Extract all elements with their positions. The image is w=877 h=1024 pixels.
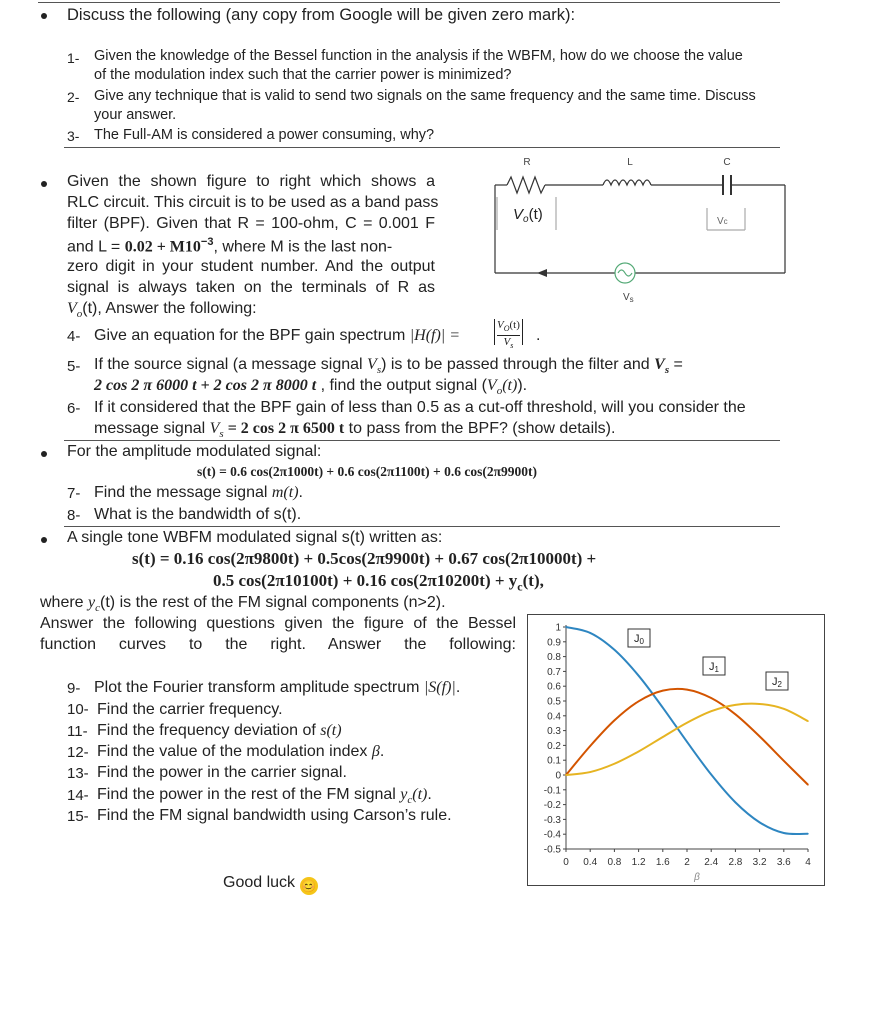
para-line2: RLC circuit. This circuit is to be used as a band pass [67, 194, 439, 211]
data-point-j0 [759, 822, 761, 824]
where-line: where $y_c(t)$ is the rest of the FM signal components (n>2). [40, 594, 446, 615]
q1-num: 1- [67, 50, 80, 66]
q7-num: 7- [67, 485, 81, 502]
q8-num: 8- [67, 507, 81, 524]
q11-text: Find the frequency deviation of s(t) [97, 722, 342, 739]
data-point-j1 [710, 697, 712, 699]
bullet [41, 13, 47, 19]
x-tick-label: 3.2 [752, 857, 767, 868]
data-point-j0 [589, 632, 591, 634]
bullet [41, 537, 47, 543]
x-axis-label: β [694, 872, 700, 883]
q4-fraction: $V_O(t)$ $V_s$ [494, 319, 523, 345]
data-point-j0 [686, 741, 688, 743]
q3-num: 3- [67, 128, 80, 144]
q4-period: . [536, 327, 541, 344]
y-tick-label: 0.6 [547, 681, 561, 693]
data-point-j2 [783, 708, 785, 710]
bessel-chart-frame [527, 614, 825, 886]
data-point-j1 [735, 714, 737, 716]
q7-text: Find the message signal m(t). [94, 484, 303, 501]
data-point-j0 [735, 802, 737, 804]
y-tick-label: 0.2 [547, 740, 561, 752]
y-tick-label: 1 [555, 622, 561, 634]
bessel-chart [528, 615, 824, 885]
q10-num: 10- [67, 701, 89, 718]
data-point-j1 [638, 700, 640, 702]
vs-label: $V_s$ [623, 292, 634, 304]
good-luck: Good luck 😊 [223, 874, 316, 893]
data-point-j0 [783, 832, 785, 834]
top-rule [38, 2, 780, 3]
section2-rule [64, 440, 780, 441]
x-tick-label: 4 [805, 857, 811, 868]
y-tick-label: 0.3 [547, 726, 561, 738]
q2-line1: Give any technique that is valid to send two signals on the same frequency and the same time. Discuss [94, 88, 756, 104]
data-point-j2 [759, 703, 761, 705]
l-label: L [627, 157, 633, 168]
x-tick-label: 2 [684, 857, 690, 868]
resistor-symbol [507, 177, 545, 193]
q14-text: Find the power in the rest of the FM signal $y_c(t)$. [97, 786, 432, 807]
data-point-j0 [565, 626, 567, 628]
r-label: R [523, 157, 531, 168]
y-tick-label: 0.4 [547, 711, 561, 723]
q9-text: Plot the Fourier transform amplitude spectrum |S(f)|. [94, 679, 461, 696]
section3-rule [64, 526, 780, 527]
y-tick-label: -0.4 [543, 829, 561, 841]
y-tick-label: -0.2 [543, 800, 561, 812]
data-point-j0 [662, 707, 664, 709]
vc-label: Vc [717, 216, 728, 227]
y-tick-label: 0 [555, 770, 561, 782]
data-point-j2 [638, 751, 640, 753]
para-line4: and $L = 0.02 + M10^{-3}$, where M is the last non- [67, 236, 393, 256]
q4-num: 4- [67, 328, 81, 345]
y-tick-label: -0.5 [543, 844, 561, 856]
data-point-j0 [638, 675, 640, 677]
data-point-j1 [807, 784, 809, 786]
q13-num: 13- [67, 765, 89, 782]
q5-num: 5- [67, 358, 81, 375]
rlc-circuit-diagram [455, 150, 800, 320]
q15-num: 15- [67, 808, 89, 825]
data-point-j2 [565, 774, 567, 776]
inductor-symbol [603, 180, 651, 185]
q13-text: Find the power in the carrier signal. [97, 764, 347, 781]
para-line5: zero digit in your student number. And the output [67, 258, 435, 275]
section1-intro: Discuss the following (any copy from Google will be given zero mark): [67, 6, 576, 24]
data-point-j0 [614, 649, 616, 651]
section4-intro: A single tone WBFM modulated signal s(t) written as: [67, 529, 443, 546]
y-tick-label: 0.9 [547, 637, 561, 649]
y-tick-label: -0.1 [543, 785, 561, 797]
q4-text: Give an equation for the BPF gain spectrum |H(f)| = [94, 327, 460, 344]
data-point-j0 [807, 833, 809, 835]
q5-line2: 2 cos 2 π 6000 t + 2 cos 2 π 8000 t , find the output signal $(V_o(t))$. [94, 377, 528, 398]
y-tick-label: 0.5 [547, 696, 561, 708]
para-line1: Given the shown figure to right which shows a [67, 173, 435, 190]
data-point-j1 [783, 760, 785, 762]
series-line-j2 [566, 704, 808, 775]
legend-label-j0: J0 [634, 633, 644, 646]
data-point-j2 [735, 704, 737, 706]
data-point-j1 [759, 736, 761, 738]
data-point-j0 [710, 774, 712, 776]
data-point-j1 [662, 690, 664, 692]
x-tick-label: 1.2 [631, 857, 646, 868]
data-point-j2 [589, 771, 591, 773]
q2-line2: your answer. [94, 107, 177, 123]
legend-label-j1: J1 [709, 661, 719, 674]
q5-line1: If the source signal (a message signal $V_s$) is to be passed through the filter and $V_s$ = [94, 356, 683, 377]
q6-num: 6- [67, 400, 81, 417]
para-line3: filter (BPF). Given that R = 100-ohm, C = 0.001 F [67, 215, 435, 232]
q10-text: Find the carrier frequency. [97, 701, 283, 718]
y-tick-label: 0.7 [547, 666, 561, 678]
am-equation: s(t) = 0.6 cos(2π1000t) + 0.6 cos(2π1100t) + 0.6 cos(2π9900t) [197, 464, 537, 479]
x-tick-label: 0 [563, 857, 569, 868]
legend-label-j2: J2 [772, 676, 782, 689]
section3-intro: For the amplitude modulated signal: [67, 443, 322, 460]
q15-text: Find the FM signal bandwidth using Carson’s rule. [97, 807, 452, 824]
q12-num: 12- [67, 744, 89, 761]
x-tick-label: 0.4 [583, 857, 598, 868]
y-tick-label: 0.1 [547, 755, 561, 767]
data-point-j1 [686, 689, 688, 691]
answer-line2: function curves to the right. Answer the following: [40, 636, 516, 653]
bullet [41, 181, 47, 187]
x-tick-label: 1.6 [655, 857, 670, 868]
c-label: C [723, 157, 731, 168]
sine-wave-icon [618, 270, 632, 276]
para-line7: $V_o(t)$, Answer the following: [67, 300, 257, 321]
y-tick-label: -0.3 [543, 814, 561, 826]
smiley-emoji-icon: 😊 [301, 879, 316, 893]
q9-num: 9- [67, 680, 81, 697]
series-line-j0 [566, 627, 808, 834]
section1-rule [64, 147, 780, 148]
q8-text: What is the bandwidth of s(t). [94, 506, 302, 523]
x-tick-label: 0.8 [607, 857, 622, 868]
q12-text: Find the value of the modulation index β. [97, 743, 385, 760]
fm-equation-line1: s(t) = 0.16 cos(2π9800t) + 0.5cos(2π9900t) + 0.67 cos(2π10000t) + [132, 549, 597, 568]
x-tick-label: 2.8 [728, 857, 743, 868]
answer-line1: Answer the following questions given the figure of the Bessel [40, 615, 516, 632]
y-tick-label: 0.8 [547, 652, 561, 664]
q1-line1: Given the knowledge of the Bessel function in the analysis if the WBFM, how do we choose the value [94, 48, 743, 64]
data-point-j2 [662, 736, 664, 738]
q11-num: 11- [67, 723, 88, 740]
data-point-j2 [807, 720, 809, 722]
q2-num: 2- [67, 89, 80, 105]
data-point-j2 [614, 763, 616, 765]
q1-line2: of the modulation index such that the carrier power is minimized? [94, 67, 512, 83]
vo-label: $V_o(t)$ [513, 206, 543, 225]
current-arrow-icon [537, 269, 547, 277]
fm-equation-line2: 0.5 cos(2π10100t) + 0.16 $\cos(2\pi 10200t) + y_c(t)$, [213, 571, 544, 594]
q3-line1: The Full-AM is considered a power consuming, why? [94, 127, 435, 143]
data-point-j1 [614, 720, 616, 722]
x-tick-label: 3.6 [776, 857, 791, 868]
bullet [41, 451, 47, 457]
x-tick-label: 2.4 [704, 857, 719, 868]
data-point-j1 [589, 745, 591, 747]
q14-num: 14- [67, 787, 89, 804]
data-point-j2 [686, 722, 688, 724]
q6-line1: If it considered that the BPF gain of less than 0.5 as a cut-off threshold, will you consider the [94, 399, 746, 416]
q6-line2: message signal $V_s = 2$ cos 2 π 6500 t to pass from the BPF? (show details). [94, 420, 616, 441]
para-line6: signal is always taken on the terminals of R as [67, 279, 435, 296]
series-line-j1 [566, 689, 808, 785]
data-point-j2 [710, 710, 712, 712]
